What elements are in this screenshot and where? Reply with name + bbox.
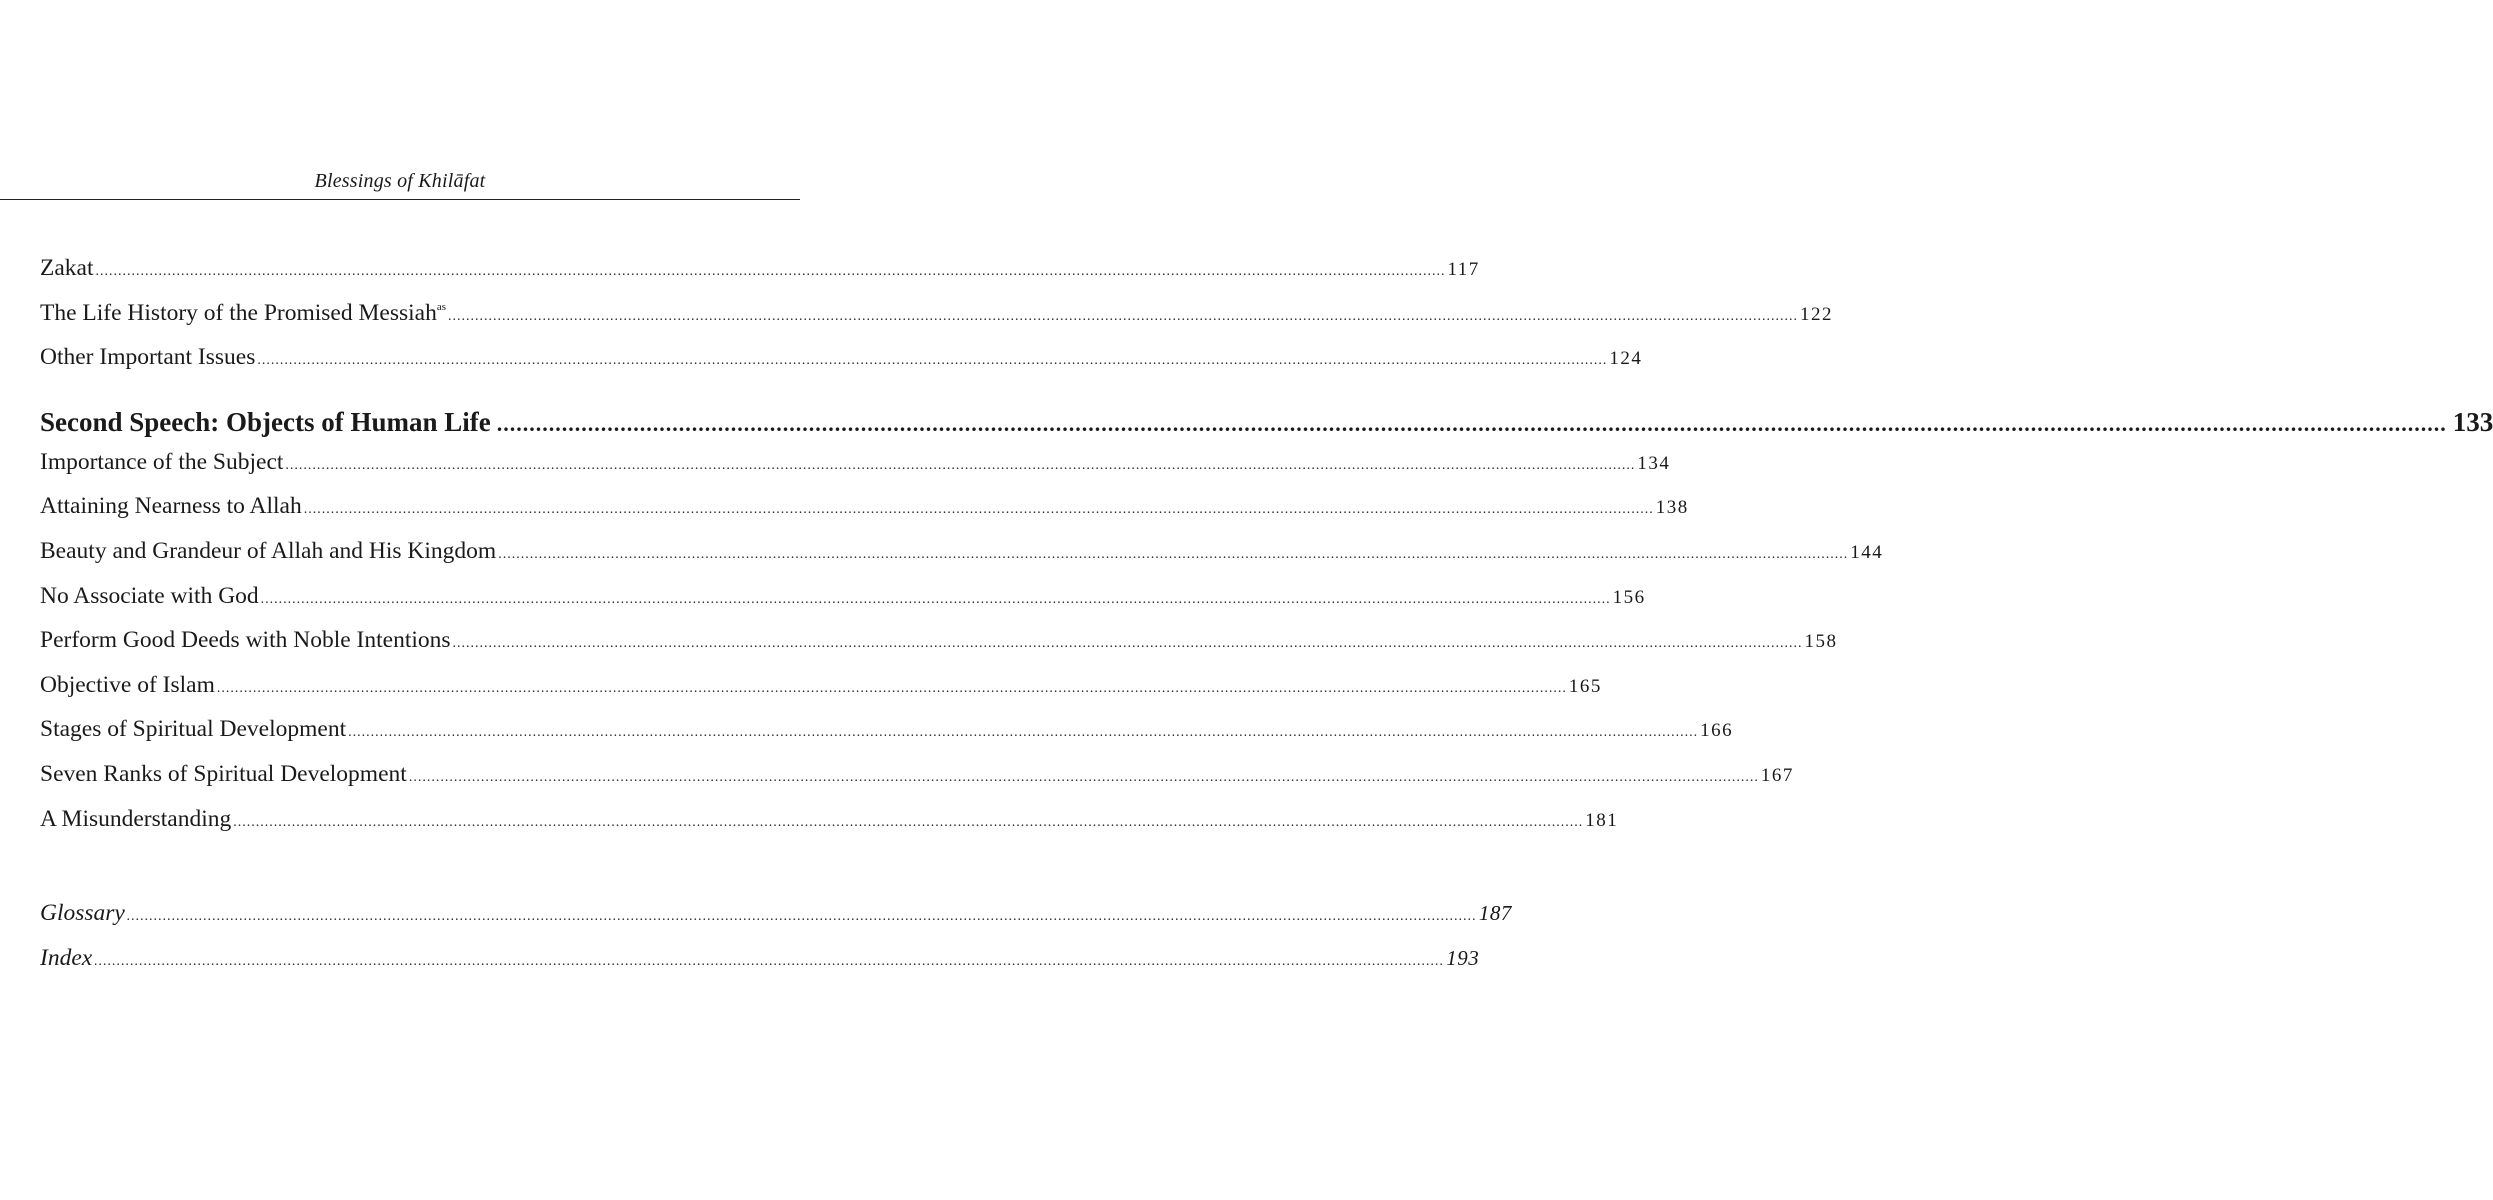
toc-entry-title: Seven Ranks of Spiritual Development (40, 760, 407, 787)
dot-leader: ............................................................................................................................................................................................................................................................................................................ (496, 410, 2447, 436)
toc-entry[interactable] (40, 752, 1794, 797)
header-rule (0, 199, 800, 200)
toc-entry-title: Importance of the Subject (40, 448, 284, 475)
toc-page-number: 166 (1700, 720, 1734, 742)
toc-entry[interactable] (40, 484, 1689, 529)
toc-page-number: 138 (1655, 497, 1689, 519)
toc-entry-title: Objective of Islam (40, 671, 215, 698)
toc-entry-title: A Misunderstanding (40, 805, 232, 832)
toc-entry-title: Perform Good Deeds with Noble Intentions (40, 627, 451, 654)
toc-page-number: 181 (1585, 809, 1619, 831)
toc-entry-index[interactable] (40, 936, 1480, 981)
toc-entry-glossary[interactable] (40, 891, 1512, 936)
toc-page-number: 158 (1804, 631, 1838, 653)
toc-entry[interactable] (40, 797, 1619, 842)
dot-leader: ............................................................................................................................................................................................................................................................................................................ (260, 591, 1611, 607)
toc-entry-title: Glossary (40, 900, 125, 927)
toc-entry-title: Index (40, 944, 93, 971)
dot-leader: ............................................................................................................................................................................................................................................................................................................ (448, 308, 1798, 324)
toc-entry[interactable] (40, 618, 1838, 663)
honorific-superscript: as (436, 300, 446, 313)
chapter-page-number: 133 (2452, 406, 2493, 437)
toc-entry-title: The Life History of the Promised Messiah$^{as}$ (40, 299, 446, 326)
toc-page-number: 134 (1637, 452, 1671, 474)
dot-leader: ............................................................................................................................................................................................................................................................................................................ (94, 953, 1445, 969)
toc-entry-title: Other Important Issues (40, 344, 256, 371)
toc-page-number: 165 (1568, 675, 1602, 697)
dot-leader: ............................................................................................................................................................................................................................................................................................................ (126, 909, 1477, 925)
toc-entry-title: Attaining Nearness to Allah (40, 493, 302, 520)
dot-leader: ............................................................................................................................................................................................................................................................................................................ (498, 546, 1849, 562)
dot-leader: ............................................................................................................................................................................................................................................................................................................ (95, 264, 1446, 279)
dot-leader: ............................................................................................................................................................................................................................................................................................................ (285, 457, 1636, 473)
toc-page-number: 124 (1609, 348, 1643, 370)
dot-leader: ............................................................................................................................................................................................................................................................................................................ (408, 769, 1759, 785)
dot-leader: ............................................................................................................................................................................................................................................................................................................ (452, 636, 1803, 652)
toc-entry-title: Zakat (40, 255, 94, 281)
toc-entry[interactable] (40, 707, 1734, 752)
toc-entry-title: Beauty and Grandeur of Allah and His Kingdom (40, 537, 497, 564)
toc-page-number: 156 (1612, 586, 1646, 608)
toc-entry[interactable] (40, 335, 1643, 380)
dot-leader: ............................................................................................................................................................................................................................................................................................................ (257, 353, 1608, 369)
toc-entry-title: No Associate with God (40, 582, 259, 609)
dot-leader: ............................................................................................................................................................................................................................................................................................................ (216, 680, 1567, 696)
toc-page-number: 122 (1800, 303, 1833, 325)
toc-page-number: 144 (1850, 541, 1884, 563)
dot-leader: ............................................................................................................................................................................................................................................................................................................ (233, 814, 1584, 830)
back-matter (40, 891, 1512, 980)
toc-entry[interactable] (40, 246, 1480, 291)
toc-page-number: 193 (1446, 945, 1480, 970)
dot-leader: ............................................................................................................................................................................................................................................................................................................ (348, 725, 1699, 741)
toc-entry[interactable] (40, 574, 1646, 619)
toc-entry[interactable] (40, 440, 1671, 485)
toc-page-number: 117 (1447, 259, 1480, 280)
running-head: Blessings of Khilāfat (314, 170, 486, 192)
toc-entry[interactable] (40, 663, 1602, 708)
dot-leader: ............................................................................................................................................................................................................................................................................................................ (303, 502, 1654, 518)
toc-entry-title: Stages of Spiritual Development (40, 716, 347, 743)
toc-entry[interactable] (40, 529, 1884, 574)
chapter-title: Second Speech: Objects of Human Life (40, 406, 491, 437)
toc-page-number: 187 (1478, 901, 1512, 926)
table-of-contents (40, 246, 2493, 980)
toc-page-number: 167 (1760, 764, 1794, 786)
toc-entry[interactable] (40, 291, 1833, 336)
